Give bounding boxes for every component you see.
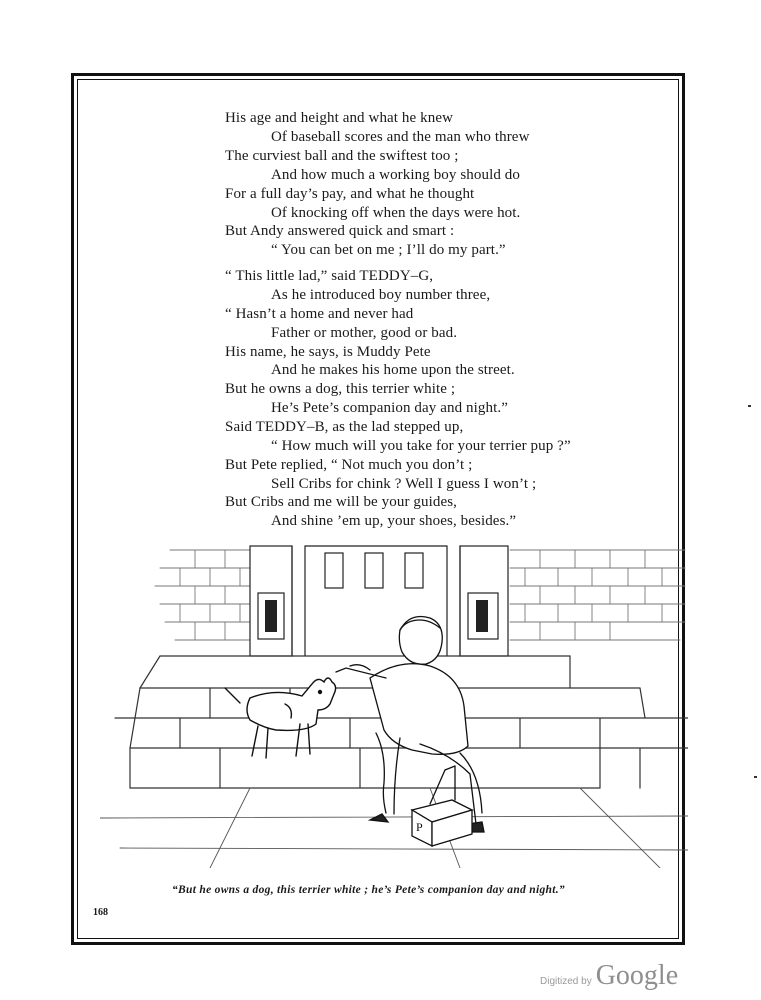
poem-line: Of knocking off when the days were hot. bbox=[271, 205, 521, 221]
shoeshine-box-letter: P bbox=[416, 820, 423, 834]
illustration-caption: “But he owns a dog, this terrier white ; he’s Pete’s companion day and night.” bbox=[172, 884, 565, 896]
poem-line: “ Hasn’t a home and never had bbox=[225, 306, 414, 322]
poem-line: The curviest ball and the swiftest too ; bbox=[225, 148, 459, 164]
poem-line: For a full day’s pay, and what he thought bbox=[225, 186, 475, 202]
watermark-prefix: Digitized by bbox=[540, 976, 592, 987]
scan-speck bbox=[748, 405, 751, 407]
poem-line: But Cribs and me will be your guides, bbox=[225, 494, 458, 510]
shoeshine-box bbox=[412, 766, 472, 846]
watermark-brand: Google bbox=[595, 960, 679, 991]
poem-line: But Andy answered quick and smart : bbox=[225, 223, 455, 239]
poem-line: As he introduced boy number three, bbox=[271, 287, 491, 303]
scan-speck bbox=[754, 776, 757, 778]
digitized-watermark bbox=[540, 960, 678, 992]
poem-line: Sell Cribs for chink ? Well I guess I won’t ; bbox=[271, 476, 537, 492]
poem-line: But Pete replied, “ Not much you don’t ; bbox=[225, 457, 473, 473]
illustration-boy-and-dog bbox=[100, 538, 688, 868]
doorway bbox=[250, 546, 508, 656]
poem-line: “ This little lad,” said TEDDY–G, bbox=[225, 268, 434, 284]
poem-line: Father or mother, good or bad. bbox=[271, 325, 458, 341]
poem-line: His age and height and what he knew bbox=[225, 110, 454, 126]
poem-line: And shine ’em up, your shoes, besides.” bbox=[271, 513, 517, 529]
poem-line: And how much a working boy should do bbox=[271, 167, 520, 183]
poem-line: Of baseball scores and the man who threw bbox=[271, 129, 530, 145]
poem-line: He’s Pete’s companion day and night.” bbox=[271, 400, 508, 416]
poem-line: And he makes his home upon the street. bbox=[271, 362, 515, 378]
poem-line: “ How much will you take for your terrier pup ?” bbox=[271, 438, 571, 454]
poem-line: His name, he says, is Muddy Pete bbox=[225, 344, 431, 360]
poem-line: “ You can bet on me ; I’ll do my part.” bbox=[271, 242, 506, 258]
poem-line: Said TEDDY–B, as the lad stepped up, bbox=[225, 419, 464, 435]
page-number: 168 bbox=[93, 907, 108, 918]
boy-pete bbox=[336, 617, 484, 833]
poem-line: But he owns a dog, this terrier white ; bbox=[225, 381, 456, 397]
